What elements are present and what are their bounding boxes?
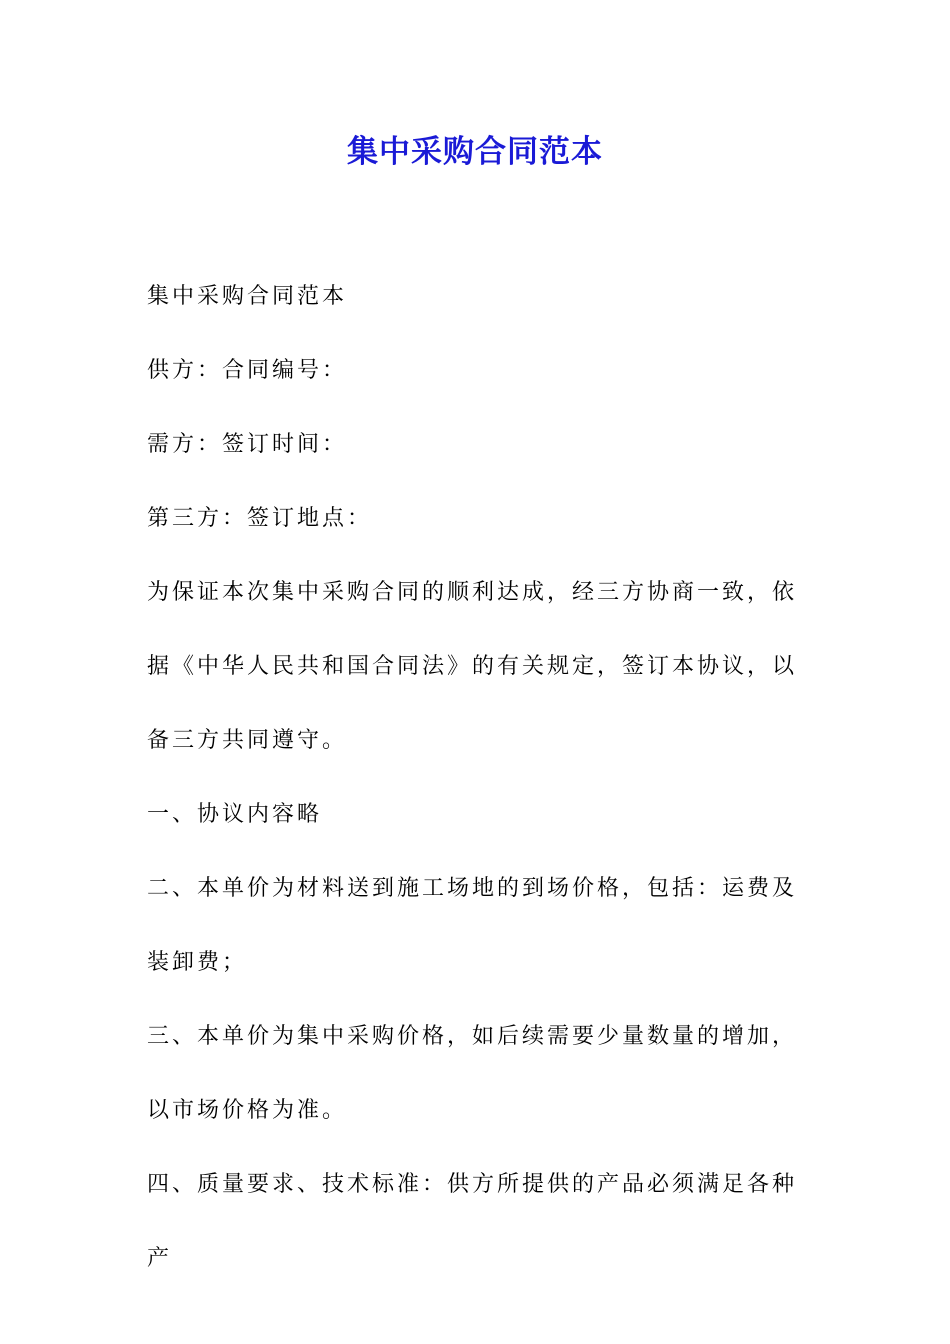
paragraph-preamble: 为保证本次集中采购合同的顺利达成，经三方协商一致，依据《中华人民共和国合同法》的有关规定，签订本协议，以备三方共同遵守。 <box>147 580 798 753</box>
paragraph-supplier: 供方：合同编号： <box>147 358 348 383</box>
document-body <box>147 260 807 1296</box>
document-title: 集中采购合同范本 <box>347 134 603 170</box>
paragraph-heading: 集中采购合同范本 <box>147 284 348 309</box>
paragraph-clause-2: 二、本单价为材料送到施工场地的到场价格，包括：运费及装卸费； <box>147 876 798 975</box>
paragraph-clause-3: 三、本单价为集中采购价格，如后续需要少量数量的增加，以市场价格为准。 <box>147 1024 798 1123</box>
paragraph-clause-1: 一、协议内容略 <box>147 802 323 827</box>
paragraph-buyer: 需方：签订时间： <box>147 432 348 457</box>
paragraph-clause-4: 四、质量要求、技术标准：供方所提供的产品必须满足各种产 <box>147 1172 798 1271</box>
paragraph-third-party: 第三方：签订地点： <box>147 506 373 531</box>
